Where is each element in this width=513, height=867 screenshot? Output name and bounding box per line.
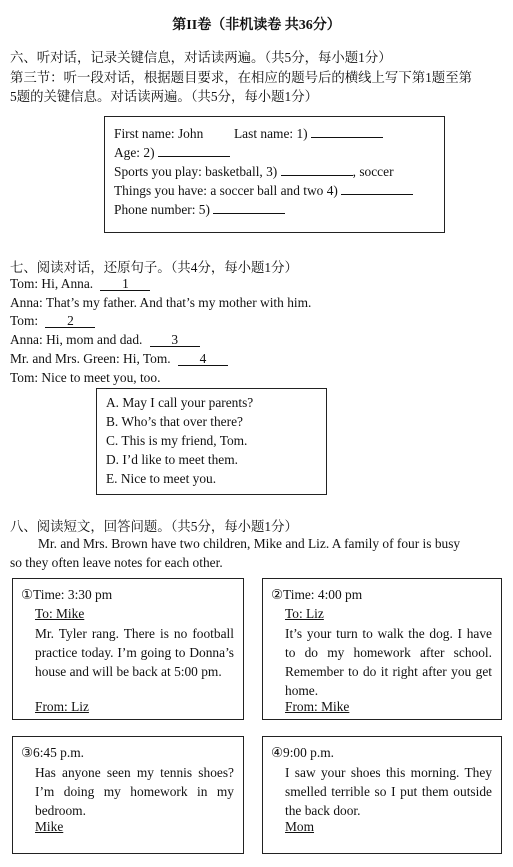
- answer-blank-3[interactable]: [281, 163, 353, 176]
- section6-heading: 六、听对话，记录关键信息，对话读两遍。（共5分，每小题1分）: [10, 50, 392, 65]
- note-card-3: [12, 736, 244, 854]
- option-c: C. This is my friend, Tom.: [106, 433, 248, 448]
- note-time: Time: 4:00 pm: [283, 587, 363, 602]
- note-body: It’s your turn to walk the dog. I have to do my homework after school. Remember to do it right after you get home.: [285, 626, 492, 698]
- option-e: E. Nice to meet you.: [106, 471, 217, 486]
- note-body: Has anyone seen my tennis shoes? I’m doing my homework in my bedroom.: [35, 765, 234, 818]
- sports-label-end: , soccer: [352, 164, 394, 179]
- dialogue-line: [10, 276, 150, 292]
- dialogue-text: Tom: Hi, Anna.: [10, 276, 94, 291]
- age-label: Age: 2): [114, 145, 155, 160]
- answer-blank-1[interactable]: [311, 125, 383, 138]
- note-number: ③: [21, 745, 34, 760]
- note-from: Mike: [35, 819, 64, 834]
- note-time: 6:45 p.m.: [33, 745, 84, 760]
- note-number: ④: [271, 745, 284, 760]
- note-from: From: Mike: [285, 699, 350, 714]
- form-row-things: [114, 182, 413, 199]
- note-number: ①: [21, 587, 34, 602]
- option-d: D. I’d like to meet them.: [106, 452, 239, 467]
- form-row-age: [114, 144, 230, 161]
- answer-blank-5[interactable]: [213, 201, 285, 214]
- note-card-2: [262, 578, 502, 720]
- answer-blank-4[interactable]: [341, 182, 413, 195]
- sports-label: Sports you play: basketball, 3): [114, 164, 278, 179]
- dialogue-text: Tom:: [10, 313, 39, 328]
- form-row-sports: [114, 163, 394, 180]
- section6-instruction-line2: 5题的关键信息。对话读两遍。（共5分，每小题1分）: [10, 89, 318, 104]
- dialogue-blank[interactable]: 4: [178, 352, 228, 366]
- answer-blank-2[interactable]: [158, 144, 230, 157]
- dialogue-line: [10, 332, 200, 348]
- dialogue-blank[interactable]: 1: [100, 277, 150, 291]
- info-form-box: [104, 116, 445, 233]
- page-title: 第II卷（非机读卷 共36分）: [172, 18, 341, 33]
- things-label: Things you have: a soccer ball and two 4): [114, 183, 338, 198]
- dialogue-line: [10, 295, 311, 311]
- section6-instruction-line1: 第三节：听一段对话，根据题目要求，在相应的题号后的横线上写下第1题至第: [10, 70, 472, 85]
- form-row-phone: [114, 201, 285, 218]
- dialogue-text: Tom: Nice to meet you, too.: [10, 370, 161, 385]
- dialogue-text: Anna: Hi, mom and dad.: [10, 332, 143, 347]
- dialogue-line: [10, 351, 228, 367]
- note-to: To: Mike: [35, 606, 85, 621]
- note-body: I saw your shoes this morning. They smelled terrible so I put them outside the back door.: [285, 765, 492, 818]
- note-header: [21, 587, 112, 603]
- options-box: [96, 388, 327, 495]
- note-header: [21, 745, 84, 761]
- section7-heading: 七、阅读对话，还原句子。（共4分，每小题1分）: [10, 260, 298, 275]
- note-body: Mr. Tyler rang. There is no football practice today. I’m going to Donna’s house and will be back at 5:00 pm.: [35, 626, 234, 679]
- note-card-1: [12, 578, 244, 720]
- dialogue-blank[interactable]: 2: [45, 314, 95, 328]
- note-time: 9:00 p.m.: [283, 745, 334, 760]
- option-b: B. Who’s that over there?: [106, 414, 243, 429]
- last-name-label: Last name: 1): [234, 126, 308, 141]
- note-header: [271, 587, 362, 603]
- dialogue-line: [10, 370, 160, 386]
- dialogue-text: Anna: That’s my father. And that’s my mother with him.: [10, 295, 312, 310]
- dialogue-blank[interactable]: 3: [150, 333, 200, 347]
- section8-intro-line2: so they often leave notes for each other.: [10, 555, 223, 570]
- note-to: To: Liz: [285, 606, 324, 621]
- option-a: A. May I call your parents?: [106, 395, 254, 410]
- form-row-name: [114, 125, 383, 142]
- dialogue-line: [10, 313, 95, 329]
- note-card-4: [262, 736, 502, 854]
- note-number: ②: [271, 587, 284, 602]
- dialogue-text: Mr. and Mrs. Green: Hi, Tom.: [10, 351, 171, 366]
- first-name-label: First name: John: [114, 126, 204, 141]
- note-header: [271, 745, 334, 761]
- phone-label: Phone number: 5): [114, 202, 210, 217]
- section8-heading: 八、阅读短文，回答问题。（共5分，每小题1分）: [10, 519, 298, 534]
- note-from: Mom: [285, 819, 315, 834]
- note-from: From: Liz: [35, 699, 89, 714]
- section8-intro-line1: Mr. and Mrs. Brown have two children, Mike and Liz. A family of four is busy: [38, 536, 461, 551]
- note-time: Time: 3:30 pm: [33, 587, 113, 602]
